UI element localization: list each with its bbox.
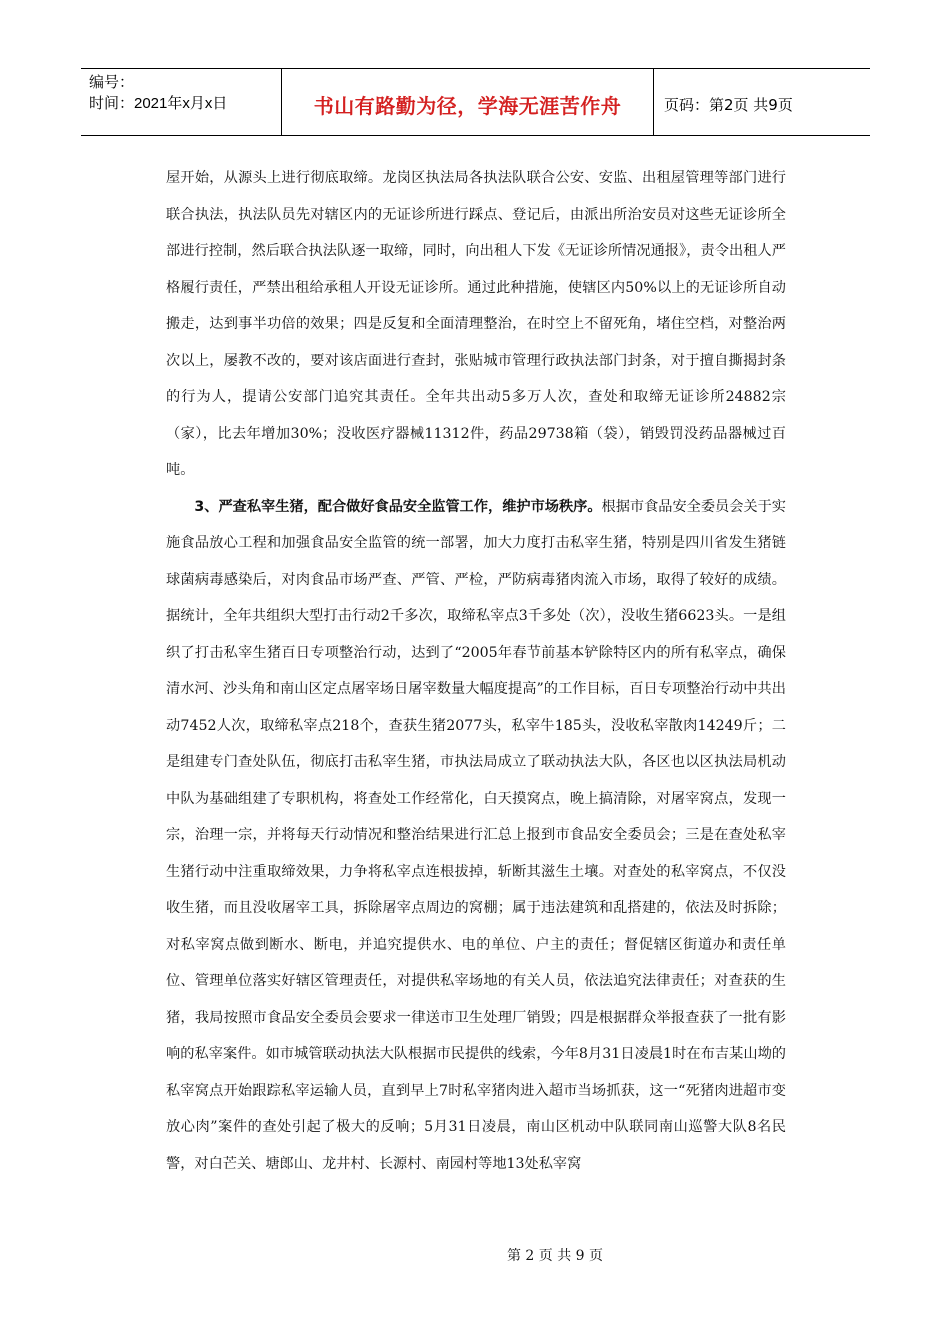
section-heading: 3、严查私宰生猪，配合做好食品安全监管工作，维护市场秩序。	[194, 498, 602, 515]
document-body	[166, 160, 786, 1182]
header-meta-cell	[81, 69, 282, 135]
page-footer: 第 2 页 共 9 页	[506, 1248, 604, 1264]
header-page-number: 页码：第2页 共9页	[664, 95, 793, 114]
document-number-label: 编号：	[89, 74, 135, 91]
section-text: 根据市食品安全委员会关于实施食品放心工程和加强食品安全监管的统一部署，加大力度打击私宰生猪，特别是四川省发生猪链球菌病毒感染后，对肉食品市场严查、严管、严检，严防病毒猪肉流入市场，取得了较好的成绩。据统计，全年共组织大型打击行动2千多次，取缔私宰点3千多处（次），没收生猪6623头。一是组织了打击私宰生猪百日专项整治行动，达到了“2005年春节前基本铲除特区内的所有私宰点，确保清水河、沙头角和南山区定点屠宰场日屠宰数量大幅度提高”的工作目标，百日专项整治行动中共出动7452人次，取缔私宰点218个，查获生猪2077头，私宰牛185头，没收私宰散肉14249斤；二是组建专门查处队伍，彻底打击私宰生猪，市执法局成立了联动执法大队，各区也以区执法局机动中队为基础组建了专职机构，将查处工作经常化，白天摸窝点，晚上搞清除，对屠宰窝点，发现一宗，治理一宗，并将每天行动情况和整治结果进行汇总上报到市食品安全委员会；三是在查处私宰生猪行动中注重取缔效果，力争将私宰点连根拔掉，斩断其滋生土壤。对查处的私宰窝点，不仅没收生猪，而且没收屠宰工具，拆除屠宰点周边的窝棚；属于违法建筑和乱搭建的，依法及时拆除；对私宰窝点做到断水、断电，并追究提供水、电的单位、户主的责任；督促辖区街道办和责任单位、管理单位落实好辖区管理责任，对提供私宰场地的有关人员，依法追究法律责任；对查获的生猪，我局按照市食品安全委员会要求一律送市卫生处理厂销毁；四是根据群众举报查获了一批有影响的私宰案件。如市城管联动执法大队根据市民提供的线索，今年8月31日凌晨1时在布吉某山坳的私宰窝点开始跟踪私宰运输人员，直到早上7时私宰猪肉进入超市当场抓获，这一“死猪肉进超市变放心肉”案件的查处引起了极大的反响；5月31日凌晨，南山区机动中队联同南山巡警大队8名民警，对白芒关、塘郎山、龙井村、长源村、南园村等地13处私宰窝	[166, 498, 786, 1172]
header-motto: 书山有路勤为径，学海无涯苦作舟	[282, 69, 654, 135]
page-header	[81, 68, 870, 136]
document-date: 时间：2021年x月x日	[89, 95, 228, 112]
body-paragraph-section-3	[166, 489, 786, 1183]
body-paragraph: 屋开始，从源头上进行彻底取缔。龙岗区执法局各执法队联合公安、安监、出租屋管理等部门进行联合执法，执法队员先对辖区内的无证诊所进行踩点、登记后，由派出所治安员对这些无证诊所全部进行控制，然后联合执法队逐一取缔，同时，向出租人下发《无证诊所情况通报》，责令出租人严格履行责任，严禁出租给承租人开设无证诊所。通过此种措施，使辖区内50%以上的无证诊所自动搬走，达到事半功倍的效果；四是反复和全面清理整治，在时空上不留死角，堵住空档，对整治两次以上，屡教不改的，要对该店面进行查封，张贴城市管理行政执法部门封条，对于擅自撕揭封条的行为人，提请公安部门追究其责任。全年共出动5多万人次，查处和取缔无证诊所24882宗（家），比去年增加30%；没收医疗器械11312件，药品29738箱（袋），销毁罚没药品器械过百吨。	[166, 170, 786, 478]
